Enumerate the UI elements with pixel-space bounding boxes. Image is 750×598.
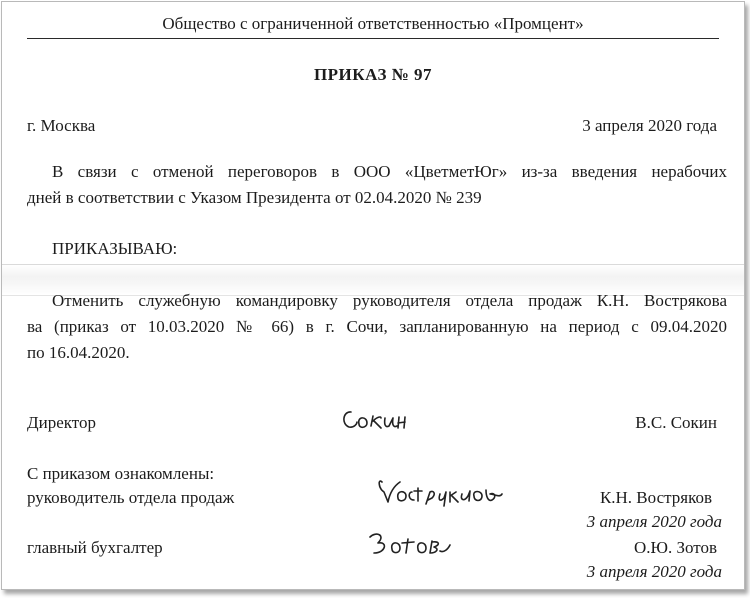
preamble-line-2: дней в соответствии с Указом Президента от 02.04.2020 № 239 [27,188,482,207]
organization-name: Общество с ограниченной ответственностью «Промцент» [162,14,584,33]
preamble [27,159,727,211]
order-text-line-3: по 16.04.2020. [27,343,130,362]
signature-image [374,474,514,514]
acquainted-2-signature [364,527,454,563]
order-title: ПРИКАЗ № 97 [313,65,433,84]
director-signature [337,402,417,438]
order-word: ПРИКАЗЫВАЮ: [52,239,178,258]
director-name: В.С. Сокин [635,413,717,432]
signature-image [337,402,417,438]
acquainted-1-position: руководитель отдела продаж [27,488,235,507]
header-rule [27,38,719,39]
order-date: 3 апреля 2020 года [582,116,717,135]
order-text [27,288,727,366]
acquainted-2-position: главный бухгалтер [27,538,163,557]
order-document [1,1,745,590]
acquainted-label: С приказом ознакомлены: [27,464,215,483]
city: г. Москва [27,116,96,135]
acquainted-1-date: 3 апреля 2020 года [586,512,722,531]
signature-image [364,527,454,563]
acquainted-1-name: К.Н. Востряков [599,488,712,507]
preamble-line-1: В связи с отменой переговоров в ООО «ЦветметЮг» из-за введения нерабочих [52,162,727,181]
order-text-line-2: ва (приказ от 10.03.2020 № 66) в г. Сочи, запланированную на период с 09.04.2020 [27,317,727,336]
director-position: Директор [27,413,96,432]
acquainted-1-signature [374,474,514,514]
acquainted-2-date: 3 апреля 2020 года [586,562,722,581]
order-text-line-1: Отменить служебную командировку руководителя отдела продаж К.Н. Вострякова [52,291,727,310]
acquainted-2-name: О.Ю. Зотов [633,538,717,557]
